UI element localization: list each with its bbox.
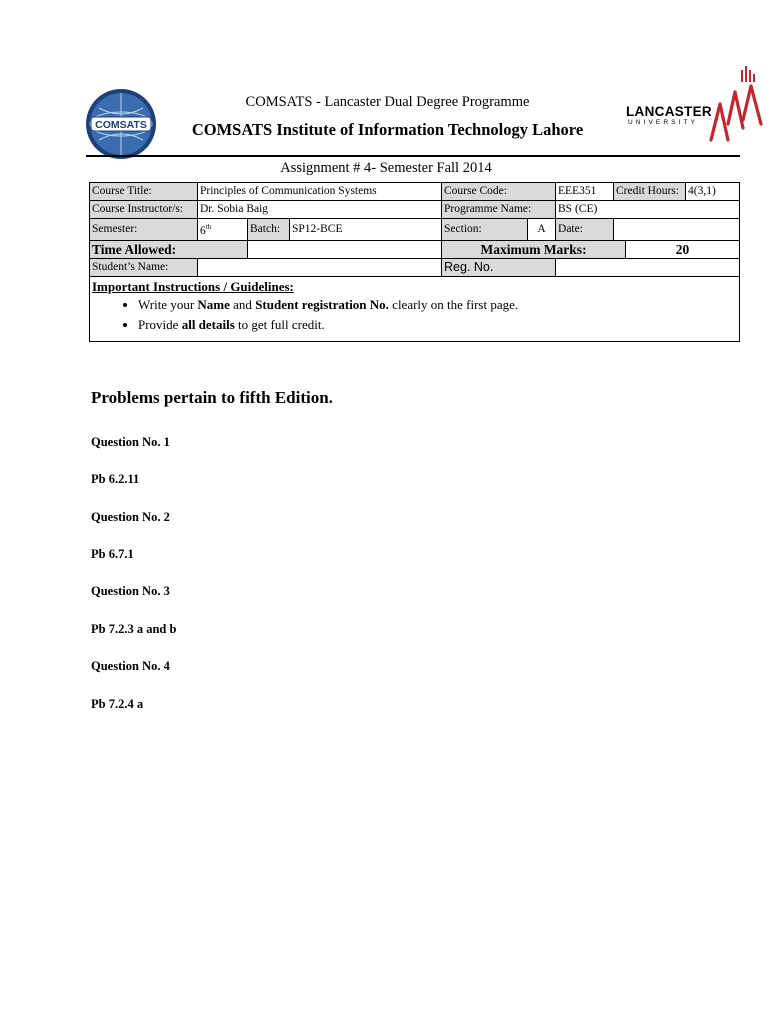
instructor-value: Dr. Sobia Baig — [198, 201, 442, 219]
max-marks-value: 20 — [626, 240, 740, 258]
comsats-logo — [85, 88, 157, 160]
question-label: Question No. 4 — [91, 659, 170, 673]
batch-value: SP12-BCE — [290, 219, 442, 241]
instructor-label: Course Instructor/s: — [90, 201, 198, 219]
header-rule — [86, 155, 740, 157]
reg-no-value — [556, 258, 740, 276]
institute-name: COMSATS Institute of Information Technology Lahore — [191, 120, 584, 139]
section-value: A — [528, 219, 556, 241]
student-name-label: Student’s Name: — [90, 258, 198, 276]
lancaster-logo-name: LANCASTER — [626, 104, 712, 119]
course-title-label: Course Title: — [90, 183, 198, 201]
programme-label: Programme Name: — [442, 201, 556, 219]
document-header — [0, 0, 768, 160]
course-title-value: Principles of Communication Systems — [198, 183, 442, 201]
student-name-value — [198, 258, 442, 276]
table-row — [90, 258, 740, 276]
date-value — [614, 219, 740, 241]
red-rose-emblem-icon — [706, 64, 764, 156]
table-row — [90, 201, 740, 219]
instructions-section — [90, 276, 740, 341]
course-info-table — [89, 182, 740, 342]
table-row — [90, 183, 740, 201]
date-label: Date: — [556, 219, 614, 241]
problem-reference: Pb 6.7.1 — [91, 547, 134, 561]
reg-no-label: Reg. No. — [442, 258, 556, 276]
lancaster-logo-subtitle: UNIVERSITY — [628, 119, 699, 126]
assignment-title: Assignment # 4- Semester Fall 2014 — [280, 160, 492, 176]
question-label: Question No. 3 — [91, 584, 170, 598]
comsats-logo-text: COMSATS — [95, 119, 147, 131]
table-row — [90, 240, 740, 258]
instructions-title: Important Instructions / Guidelines: — [92, 278, 294, 294]
main-heading: Problems pertain to fifth Edition. — [91, 388, 333, 407]
problem-reference: Pb 7.2.3 a and b — [91, 622, 177, 636]
instructions-list — [92, 297, 735, 333]
problem-reference: Pb 7.2.4 a — [91, 697, 144, 711]
programme-value: BS (CE) — [556, 201, 740, 219]
semester-label: Semester: — [90, 219, 198, 241]
table-row — [90, 219, 740, 241]
list-item: • Write your Name and Student registration No. clearly on the first page. — [138, 297, 735, 313]
table-row — [90, 276, 740, 341]
section-label: Section: — [442, 219, 528, 241]
problem-reference: Pb 6.2.11 — [91, 472, 140, 486]
credit-hours-value: 4(3,1) — [686, 183, 740, 201]
time-allowed-label: Time Allowed: — [90, 240, 248, 258]
semester-value: 6th — [198, 219, 248, 241]
question-label: Question No. 2 — [91, 510, 170, 524]
batch-label: Batch: — [248, 219, 290, 241]
time-allowed-value — [248, 240, 442, 258]
programme-line: COMSATS - Lancaster Dual Degree Programme — [245, 94, 530, 110]
max-marks-label: Maximum Marks: — [442, 240, 626, 258]
question-label: Question No. 1 — [91, 435, 170, 449]
course-code-label: Course Code: — [442, 183, 556, 201]
list-item: • Provide all details to get full credit. — [138, 317, 735, 333]
credit-hours-label: Credit Hours: — [614, 183, 686, 201]
lancaster-logo — [626, 64, 764, 156]
course-code-value: EEE351 — [556, 183, 614, 201]
